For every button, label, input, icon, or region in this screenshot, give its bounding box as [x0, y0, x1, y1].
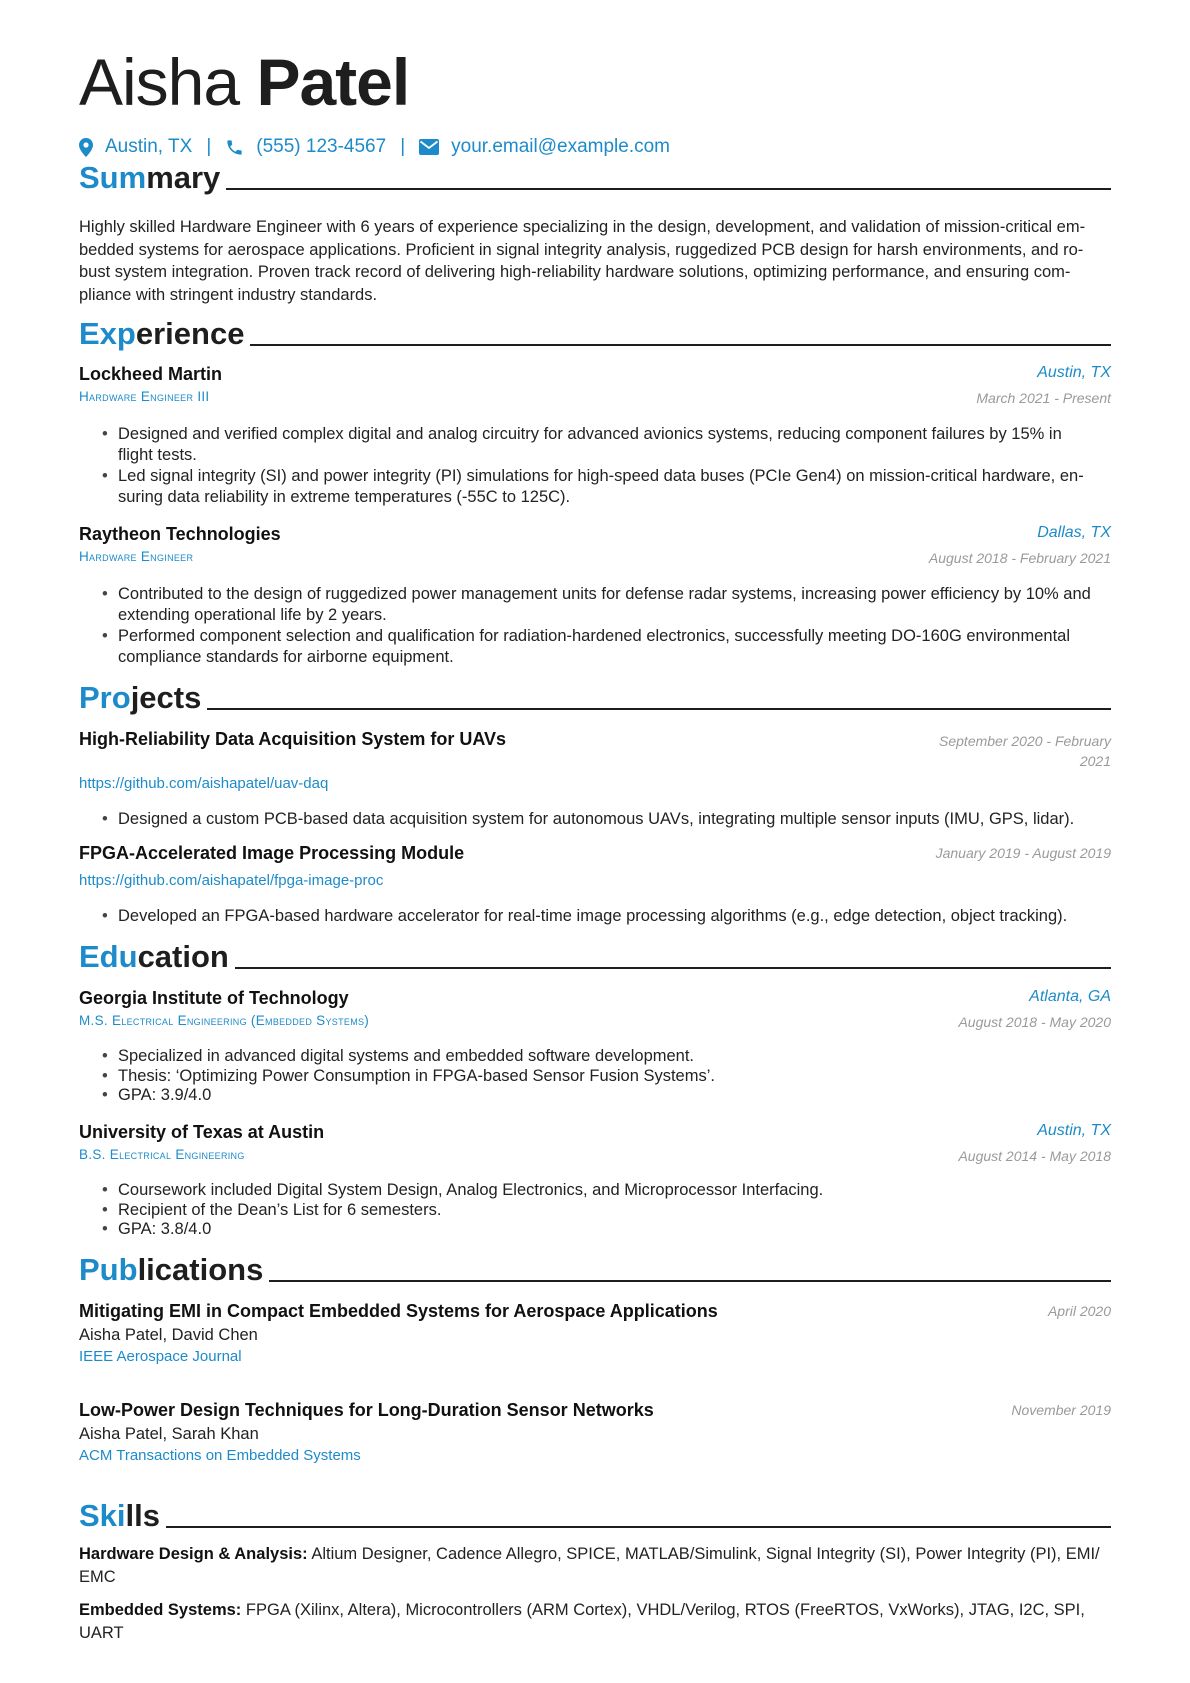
- publication-entry: [79, 1301, 1111, 1365]
- job-title: Hardware Engineer: [79, 549, 194, 564]
- skill-values: Altium Designer, Cadence Allegro, SPICE, MATLAB/Simulink, Signal Integrity (SI), Power Integrity (PI), EMI/: [307, 1545, 1100, 1563]
- section-skills: [79, 1494, 1111, 1534]
- education-bullets: [100, 1047, 1111, 1106]
- section-title-education: Education: [79, 939, 229, 974]
- publication-authors: Aisha Patel, Sarah Khan: [79, 1425, 259, 1443]
- education-entry: [79, 988, 1111, 1028]
- job-dates: March 2021 - Present: [976, 390, 1111, 406]
- skill-values: EMC: [79, 1567, 116, 1586]
- list-item: • Specialized in advanced digital systems and embedded software development.: [100, 1047, 1111, 1067]
- education-bullets: [100, 1181, 1111, 1240]
- publication-authors: Aisha Patel, David Chen: [79, 1326, 258, 1344]
- job-location: Dallas, TX: [1037, 524, 1111, 541]
- job-entry: [79, 524, 1111, 564]
- section-title-summary: Summary: [79, 160, 221, 195]
- project-entry: [79, 843, 1111, 864]
- publication-venue[interactable]: ACM Transactions on Embedded Systems: [79, 1447, 361, 1464]
- list-item: • GPA: 3.8/4.0: [100, 1220, 1111, 1240]
- skill-label: Embedded Systems:: [79, 1601, 242, 1619]
- job-dates: August 2018 - February 2021: [928, 550, 1111, 566]
- phone-link[interactable]: (555) 123-4567: [256, 136, 387, 157]
- contact-separator: |: [400, 136, 406, 157]
- section-title-publications: Publications: [79, 1252, 264, 1287]
- list-item: • Thesis: ‘Optimizing Power Consumption in FPGA-based Sensor Fusion Systems’.: [100, 1067, 1111, 1087]
- list-item: • Designed a custom PCB-based data acquisition system for autonomous UAVs, integrating multiple sensor inputs (IMU, GPS, lidar).: [100, 809, 1111, 830]
- envelope-icon: [419, 139, 439, 155]
- section-rule: [207, 708, 1111, 710]
- publication-date: April 2020: [1047, 1303, 1111, 1319]
- section-rule: [269, 1280, 1111, 1282]
- skill-group: [79, 1543, 1111, 1588]
- first-name: Aisha: [79, 45, 240, 119]
- location-text: Austin, TX: [105, 136, 193, 157]
- section-title-skills: Skills: [79, 1498, 160, 1533]
- skill-values: FPGA (Xilinx, Altera), Microcontrollers (ARM Cortex), VHDL/Verilog, RTOS (FreeRTOS, VxWorks), JTAG, I2C, SPI, UART: [79, 1601, 1085, 1642]
- section-title-projects: Projects: [79, 680, 202, 715]
- project-link[interactable]: https://github.com/aishapatel/fpga-image-proc: [79, 872, 384, 889]
- school-location: Atlanta, GA: [1029, 988, 1111, 1005]
- skill-group: [79, 1599, 1111, 1644]
- publication-entry: [79, 1400, 1111, 1464]
- last-name: Patel: [256, 45, 410, 119]
- publication-title: Low-Power Design Techniques for Long-Duration Sensor Networks: [79, 1400, 654, 1420]
- project-link[interactable]: https://github.com/aishapatel/uav-daq: [79, 775, 329, 792]
- project-bullets: [100, 906, 1111, 927]
- email-link[interactable]: your.email@example.com: [451, 136, 670, 157]
- section-rule: [250, 344, 1111, 346]
- degree: B.S. Electrical Engineering: [79, 1147, 245, 1162]
- section-projects: [79, 676, 1111, 716]
- school-location: Austin, TX: [1037, 1122, 1111, 1139]
- project-entry: [79, 729, 1111, 769]
- map-pin-icon: [79, 138, 93, 157]
- section-education: [79, 935, 1111, 975]
- project-dates: January 2019 - August 2019: [935, 845, 1111, 861]
- section-rule: [226, 188, 1111, 190]
- school-name: Georgia Institute of Technology: [79, 988, 349, 1008]
- job-bullets: [100, 584, 1111, 668]
- list-item: • Developed an FPGA-based hardware accelerator for real-time image processing algorithms (e.g., edge detection, object tracking).: [100, 906, 1111, 927]
- project-name: High-Reliability Data Acquisition System for UAVs: [79, 729, 507, 749]
- job-entry: [79, 364, 1111, 404]
- section-publications: [79, 1248, 1111, 1288]
- list-item: • Performed component selection and qualification for radiation-hardened electronics, successfully meeting DO-160G environmental compliance standards for airborne equipment.: [100, 626, 1111, 668]
- list-item: • Contributed to the design of ruggedized power management units for defense radar systems, increasing power efficiency by 10% and extending operational life by 2 years.: [100, 584, 1111, 626]
- publication-title: Mitigating EMI in Compact Embedded Systems for Aerospace Applications: [79, 1301, 718, 1321]
- education-entry: [79, 1122, 1111, 1162]
- list-item: • Recipient of the Dean’s List for 6 semesters.: [100, 1201, 1111, 1221]
- job-location: Austin, TX: [1037, 364, 1111, 381]
- section-summary: [79, 156, 1111, 196]
- summary-text: Highly skilled Hardware Engineer with 6 years of experience specializing in the design, development, and validation of mission-critical em- bedded systems for aerospace applications. Proficient in signal integrity analysis, ruggedized PCB design for harsh environments, and ro- bust system integration. Proven track record of delivering high-reliability hardware solutions, optimizing performance, and ensuring com- pliance with stringent industry standards.: [79, 218, 1086, 304]
- contact-separator: |: [206, 136, 212, 157]
- publication-date: November 2019: [1011, 1402, 1111, 1418]
- list-item: • Designed and verified complex digital and analog circuitry for advanced avionics systems, reducing component failures by 15% in flight tests.: [100, 424, 1111, 466]
- project-dates: September 2020 - February 2021: [939, 733, 1111, 769]
- section-rule: [166, 1526, 1111, 1528]
- school-name: University of Texas at Austin: [79, 1122, 325, 1142]
- company-name: Raytheon Technologies: [79, 524, 281, 544]
- section-experience: [79, 312, 1111, 352]
- publication-venue[interactable]: IEEE Aerospace Journal: [79, 1348, 242, 1365]
- list-item: • Led signal integrity (SI) and power integrity (PI) simulations for high-speed data buses (PCIe Gen4) on mission-critical hardware, en- suring data reliability in extreme temperatures (-55C to 125C).: [100, 466, 1111, 508]
- project-bullets: [100, 809, 1111, 830]
- job-title: Hardware Engineer III: [79, 389, 210, 404]
- phone-icon: [225, 138, 244, 157]
- education-dates: August 2018 - May 2020: [958, 1014, 1111, 1030]
- education-dates: August 2014 - May 2018: [958, 1148, 1111, 1164]
- degree: M.S. Electrical Engineering (Embedded Systems): [79, 1013, 370, 1028]
- section-rule: [235, 967, 1111, 969]
- candidate-name: [79, 44, 409, 120]
- skill-label: Hardware Design & Analysis:: [79, 1545, 308, 1563]
- section-title-experience: Experience: [79, 316, 245, 351]
- list-item: • GPA: 3.9/4.0: [100, 1086, 1111, 1106]
- project-name: FPGA-Accelerated Image Processing Module: [79, 843, 465, 863]
- job-bullets: [100, 424, 1111, 508]
- company-name: Lockheed Martin: [79, 364, 223, 384]
- list-item: • Coursework included Digital System Design, Analog Electronics, and Microprocessor Interfacing.: [100, 1181, 1111, 1201]
